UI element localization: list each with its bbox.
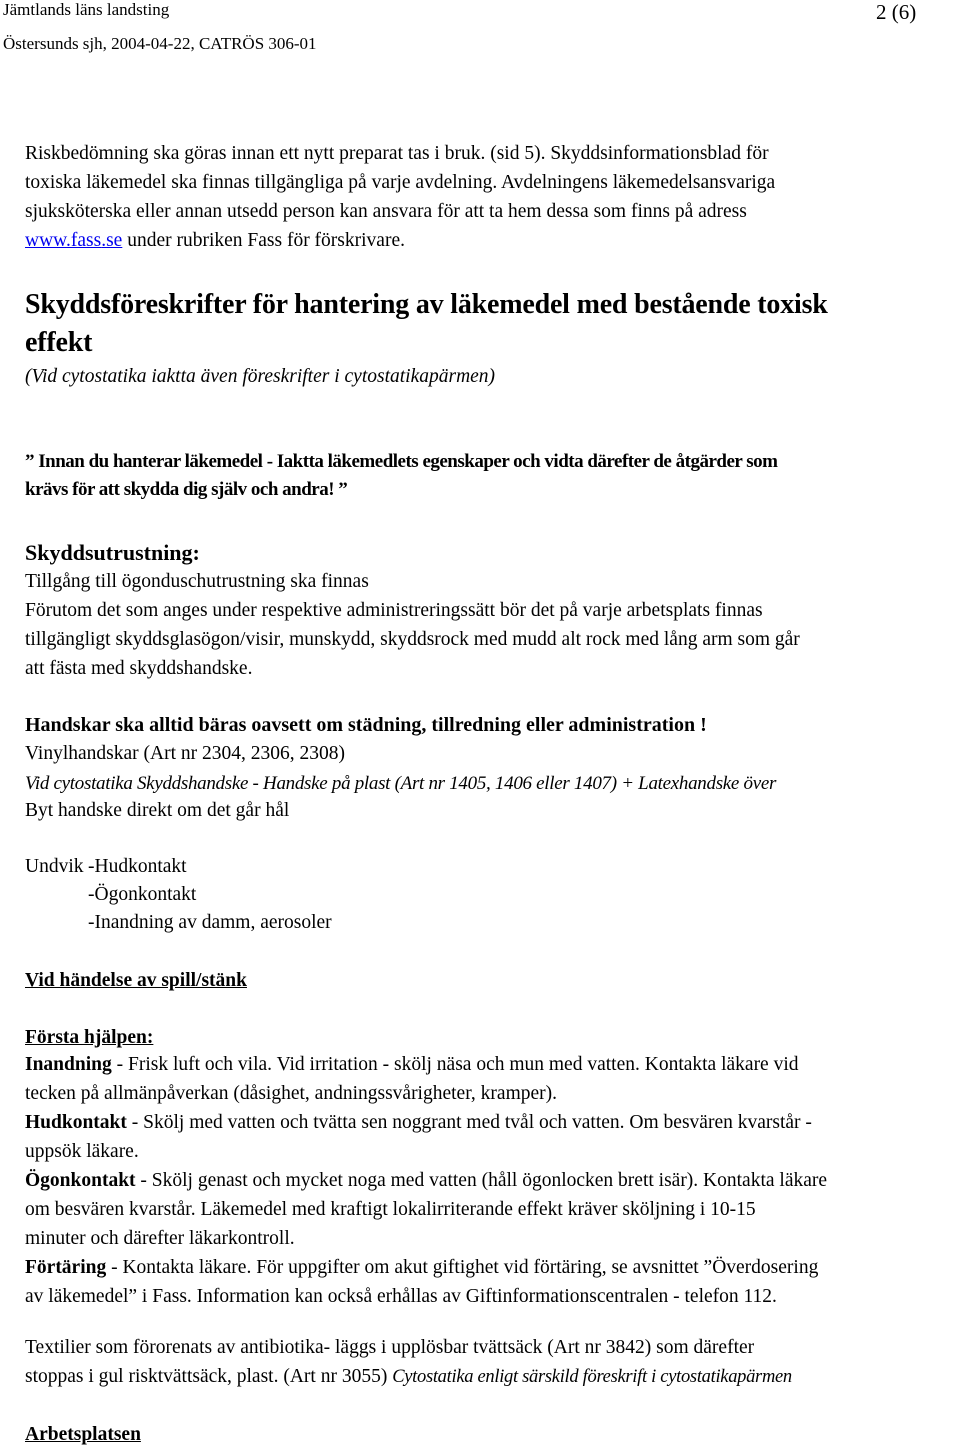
page-number: 2 (6)	[876, 0, 917, 24]
eye-line	[25, 1166, 945, 1195]
intro-line: sjuksköterska eller annan utsedd person kan ansvara för att ta hem dessa som finns på adress	[25, 201, 747, 222]
gloves-line: Vinylhandskar (Art nr 2304, 2306, 2308)	[25, 743, 345, 764]
skin-line	[25, 1108, 945, 1137]
heading-line: effekt	[25, 327, 93, 358]
gloves-line: Byt handske direkt om det går hål	[25, 800, 290, 821]
textiles-line: Textilier som förorenats av antibiotika- läggs i upplösbar tvättsäck (Art nr 3842) som därefter	[25, 1337, 755, 1358]
eye-label: Ögonkontakt	[25, 1170, 136, 1191]
incident-title: Vid händelse av spill/stänk	[25, 970, 247, 991]
intro-line: toxiska läkemedel ska finnas tillgängliga på varje avdelning. Avdelningens läkemedelsansvariga	[25, 172, 776, 193]
avoid-label: Undvik	[25, 856, 84, 877]
textiles-paragraph	[25, 1333, 945, 1392]
protection-title: Skyddsutrustning:	[25, 540, 200, 565]
inhalation-label: Inandning	[25, 1054, 112, 1075]
skin-text: - Skölj med vatten och tvätta sen noggrant med tvål och vatten. Om besvären kvarstår -	[126, 1112, 812, 1133]
inhalation-text: - Frisk luft och vila. Vid irritation - skölj näsa och mun med vatten. Kontakta läkare vid	[111, 1054, 799, 1075]
heading-subtitle: (Vid cytostatika iaktta även föreskrifter i cytostatikapärmen)	[25, 366, 496, 387]
header-organization: Jämtlands läns landsting	[3, 0, 170, 19]
intro-line: Riskbedömning ska göras innan ett nytt preparat tas i bruk. (sid 5). Skyddsinformationsblad för	[25, 143, 769, 164]
skin-line: uppsök läkare.	[25, 1141, 139, 1162]
intro-line-rest: under rubriken Fass för förskrivare.	[122, 230, 405, 251]
ingestion-text: - Kontakta läkare. För uppgifter om akut giftighet vid förtäring, se avsnittet ”Överdosering	[106, 1257, 819, 1278]
first-aid-section	[25, 1050, 945, 1311]
protection-paragraph	[25, 567, 945, 683]
warning-line: ” Innan du hanterar läkemedel - Iaktta läkemedlets egenskaper och vidta därefter de åtgärder som	[25, 451, 778, 472]
avoid-item: -Ögonkontakt	[88, 884, 197, 905]
eye-line: minuter och därefter läkarkontroll.	[25, 1228, 295, 1249]
gloves-title: Handskar ska alltid bäras oavsett om städning, tillredning eller administration !	[25, 714, 707, 736]
first-aid-title: Första hjälpen:	[25, 1027, 154, 1048]
workplace-title: Arbetsplatsen	[25, 1424, 141, 1445]
skin-label: Hudkontakt	[25, 1112, 127, 1133]
ingestion-line: av läkemedel” i Fass. Information kan också erhållas av Giftinformationscentralen - telefon 112.	[25, 1286, 777, 1307]
heading-line: Skyddsföreskrifter för hantering av läkemedel med bestående toxisk	[25, 289, 828, 320]
protection-line: Tillgång till ögonduschutrustning ska finnas	[25, 571, 369, 592]
inhalation-line	[25, 1050, 945, 1079]
protection-line: tillgängligt skyddsglasögon/visir, munskydd, skyddsrock med mudd alt rock med lång arm som går	[25, 629, 800, 650]
avoid-item: -Hudkontakt	[88, 856, 187, 877]
fass-link[interactable]: www.fass	[25, 230, 102, 251]
warning-line: krävs för att skydda dig själv och andra! ”	[25, 479, 348, 500]
textiles-note: Cytostatika enligt särskild föreskrift i cytostatikapärmen	[392, 1367, 792, 1387]
textiles-line	[25, 1362, 945, 1392]
ingestion-label: Förtäring	[25, 1257, 107, 1278]
protection-line: Förutom det som anges under respektive administreringssätt bör det på varje arbetsplats finnas	[25, 600, 763, 621]
gloves-cytostatika-line: Vid cytostatika Skyddshandske - Handske på plast (Art nr 1405, 1406 eller 1407) + Latexhandske över	[25, 773, 777, 794]
warning-text	[25, 448, 945, 504]
header-reference: Östersunds sjh, 2004-04-22, CATRÖS 306-01	[3, 34, 317, 53]
fass-link-suffix[interactable]: .se	[101, 230, 123, 251]
protection-line: att fästa med skyddshandske.	[25, 658, 253, 679]
intro-paragraph	[25, 139, 945, 255]
inhalation-line: tecken på allmänpåverkan (dåsighet, andningssvårigheter, kramper).	[25, 1083, 558, 1104]
ingestion-line	[25, 1253, 945, 1282]
textiles-text: stoppas i gul risktvättsäck, plast. (Art nr 3055)	[25, 1366, 393, 1387]
main-heading	[25, 286, 945, 362]
avoid-item: -Inandning av damm, aerosoler	[88, 912, 332, 933]
eye-line: om besvären kvarstår. Läkemedel med kraftigt lokalirriterande effekt kräver sköljning i 10-15	[25, 1199, 756, 1220]
eye-text: - Skölj genast och mycket noga med vatten (håll ögonlocken brett isär). Kontakta läkare	[135, 1170, 828, 1191]
intro-line	[25, 226, 945, 255]
